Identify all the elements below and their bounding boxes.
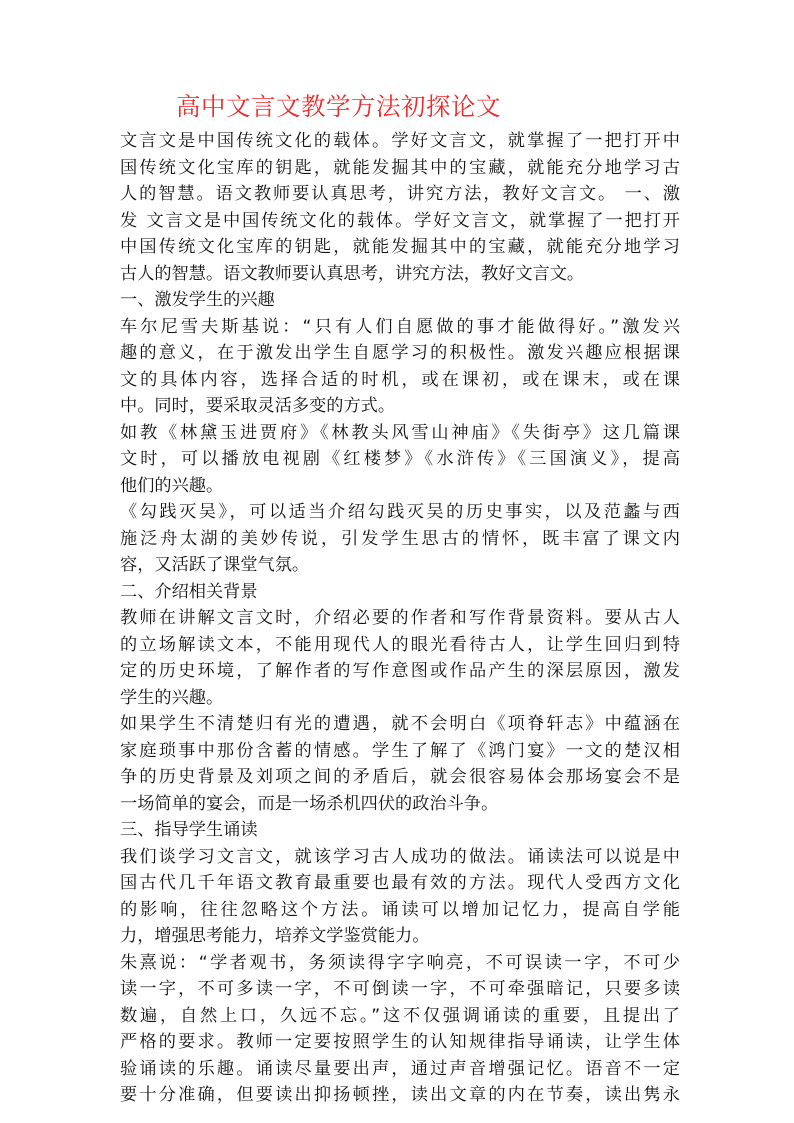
- body-text-line: 力，增强思考能力，培养文学鉴赏能力。: [120, 926, 430, 946]
- body-text-line: 读一字，不可多读一字，不可倒读一字，不可牵强暗记，只要多读: [120, 979, 680, 999]
- body-text-line: 古人的智慧。语文教师要认真思考，讲究方法，教好文言文。: [120, 263, 585, 284]
- body-text-line: 的立场解读文本，不能用现代人的眼光看待古人，让学生回归到特: [120, 634, 680, 655]
- body-text-line: 容，又活跃了课堂气氛。: [120, 555, 310, 575]
- body-text-line: 如果学生不清楚归有光的遭遇，就不会明白《项脊轩志》中蕴涵在: [120, 714, 680, 734]
- body-text-line: 朱熹说：“学者观书，务须读得字字响亮，不可误读一字，不可少: [120, 952, 680, 973]
- body-text-line: 他们的兴趣。: [120, 475, 224, 496]
- body-text-line: 数遍，自然上口，久远不忘。”这不仅强调诵读的重要，且提出了: [120, 1005, 680, 1026]
- body-text-line: 验诵读的乐趣。诵读尽量要出声，通过声音增强记忆。语音不一定: [120, 1058, 680, 1079]
- body-text-line: 中国传统文化宝库的钥匙，就能发掘其中的宝藏，就能充分地学习: [120, 237, 680, 257]
- body-text-line: 中。同时，要采取灵活多变的方式。: [120, 396, 396, 416]
- body-text-line: 的影响，往往忽略这个方法。诵读可以增加记忆力，提高自学能: [120, 899, 680, 920]
- body-text-line: 车尔尼雪夫斯基说：“只有人们自愿做的事才能做得好。”激发兴: [120, 316, 680, 337]
- body-text-line: 教师在讲解文言文时，介绍必要的作者和写作背景资料。要从古人: [120, 608, 680, 628]
- body-text-line: 国古代几千年语文教育最重要也最有效的方法。现代人受西方文化: [120, 873, 680, 893]
- body-text-line: 如教《林黛玉进贾府》《林教头风雪山神庙》《失街亭》这几篇课: [120, 422, 680, 443]
- body-text-line: 定的历史环境，了解作者的写作意图或作品产生的深层原因，激发: [120, 661, 680, 681]
- body-text-line: 文时，可以播放电视剧《红楼梦》《水浒传》《三国演义》，提高: [120, 449, 680, 469]
- document-body: [120, 128, 680, 1109]
- body-text-line: 争的历史背景及刘项之间的矛盾后，就会很容易体会那场宴会不是: [120, 767, 680, 787]
- body-text-line: 一、激发学生的兴趣: [120, 290, 275, 310]
- body-text-line: 一场简单的宴会，而是一场杀机四伏的政治斗争。: [120, 793, 499, 814]
- body-text-line: 施泛舟太湖的美妙传说，引发学生思古的情怀，既丰富了课文内: [120, 528, 680, 549]
- body-text-line: 我们谈学习文言文，就该学习古人成功的做法。诵读法可以说是中: [120, 846, 680, 867]
- body-text-line: 家庭琐事中那份含蓄的情感。学生了解了《鸿门宴》一文的楚汉相: [120, 740, 680, 761]
- body-text-line: 《勾践灭吴》，可以适当介绍勾践灭吴的历史事实，以及范蠡与西: [120, 502, 680, 522]
- body-text-line: 文的具体内容，选择合适的时机，或在课初，或在课末，或在课: [120, 369, 680, 390]
- body-text-line: 严格的要求。教师一定要按照学生的认知规律指导诵读，让学生体: [120, 1032, 680, 1052]
- body-text-line: 三、指导学生诵读: [120, 820, 258, 840]
- body-text-line: 二、介绍相关背景: [120, 581, 258, 602]
- body-text-line: 文言文是中国传统文化的载体。学好文言文，就掌握了一把打开中: [120, 131, 680, 151]
- document-title: 高中文言文教学方法初探论文: [176, 92, 501, 121]
- body-text-line: 发 文言文是中国传统文化的载体。学好文言文，就掌握了一把打开: [120, 210, 680, 231]
- body-text-line: 学生的兴趣。: [120, 687, 224, 708]
- body-text-line: 趣的意义，在于激发出学生自愿学习的积极性。激发兴趣应根据课: [120, 343, 680, 363]
- body-text-line: 要十分准确，但要读出抑扬顿挫，读出文章的内在节奏，读出隽永: [120, 1085, 680, 1105]
- body-text-line: 人的智慧。语文教师要认真思考，讲究方法，教好文言文。 一、激: [120, 184, 680, 204]
- body-text-line: 国传统文化宝库的钥匙，就能发掘其中的宝藏，就能充分地学习古: [120, 157, 680, 178]
